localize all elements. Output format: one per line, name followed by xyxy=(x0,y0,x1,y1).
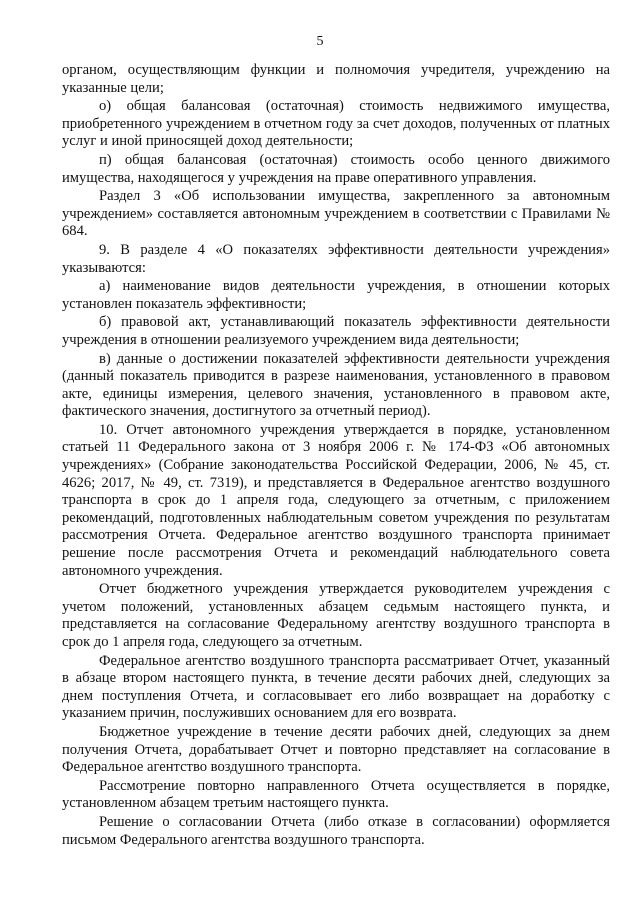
paragraph-continuation: органом, осуществляющим функции и полномочия учредителя, учреждению на указанные цели; xyxy=(62,62,610,96)
paragraph-clause-10: 10. Отчет автономного учреждения утверждается в порядке, установленном статьей 11 Федерального закона от 3 ноября 2006 г. № 174-ФЗ «Об автономных учреждениях» (Собрание законодательства Российской Федерации, 2006, № 45, ст. 4626; 2017, № 49, ст. 7319), и представляется в Федеральное агентство воздушного транспорта в срок до 1 апреля года, следующего за отчетным, с приложением рекомендаций, подготовленных наблюдательным советом учреждения по результатам рассмотрения Отчета. Федеральное агентство воздушного транспорта принимает решение после рассмотрения Отчета и рекомендаций наблюдательного совета автономного учреждения. xyxy=(62,421,610,579)
paragraph-resubmission: Рассмотрение повторно направленного Отчета осуществляется в порядке, установленном абзацем третьим настоящего пункта. xyxy=(62,777,610,812)
paragraph-item-a: а) наименование видов деятельности учреждения, в отношении которых установлен показатель эффективности; xyxy=(62,278,610,312)
paragraph-budget-report: Отчет бюджетного учреждения утверждается руководителем учреждения с учетом положений, установленных абзацем седьмым настоящего пункта, и представляется на согласование Федеральному агентству воздушного транспорта в срок до 1 апреля года, следующего за отчетным. xyxy=(62,581,610,650)
page-number: 5 xyxy=(316,34,324,49)
paragraph-clause-9: 9. В разделе 4 «О показателях эффективности деятельности учреждения» указываются: xyxy=(62,241,610,276)
paragraph-item-v: в) данные о достижении показателей эффективности деятельности учреждения (данный показатель приводится в разрезе наименования, установленного в правовом акте, единицы измерения, целевого значения, установленного в правовом акте, фактического значения, достигнутого за отчетный период). xyxy=(62,350,610,420)
paragraph-agency-review: Федеральное агентство воздушного транспорта рассматривает Отчет, указанный в абзаце втором настоящего пункта, в течение десяти рабочих дней, следующих за днем поступления Отчета, и согласовывает его либо возвращает на доработку с указанием причин, послуживших основанием для его возврата. xyxy=(62,652,610,722)
paragraph-item-o: о) общая балансовая (остаточная) стоимость недвижимого имущества, приобретенного учреждением в отчетном году за счет доходов, полученных от платных услуг и иной приносящей доход деятельности; xyxy=(62,98,610,150)
paragraph-decision: Решение о согласовании Отчета (либо отказе в согласовании) оформляется письмом Федерального агентства воздушного транспорта. xyxy=(62,813,610,848)
paragraph-item-p: п) общая балансовая (остаточная) стоимость особо ценного движимого имущества, находящегося у учреждения на праве оперативного управления. xyxy=(62,151,610,186)
paragraph-revision: Бюджетное учреждение в течение десяти рабочих дней, следующих за днем получения Отчета, дорабатывает Отчет и повторно представляет на согласование в Федеральное агентство воздушного транспорта. xyxy=(62,723,610,776)
paragraph-item-b: б) правовой акт, устанавливающий показатель эффективности деятельности учреждения в отношении реализуемого учреждением вида деятельности; xyxy=(62,314,610,348)
paragraph-section-3: Раздел 3 «Об использовании имущества, закрепленного за автономным учреждением» составляется автономным учреждением в соответствии с Правилами № 684. xyxy=(62,188,610,240)
document-body xyxy=(62,62,610,850)
